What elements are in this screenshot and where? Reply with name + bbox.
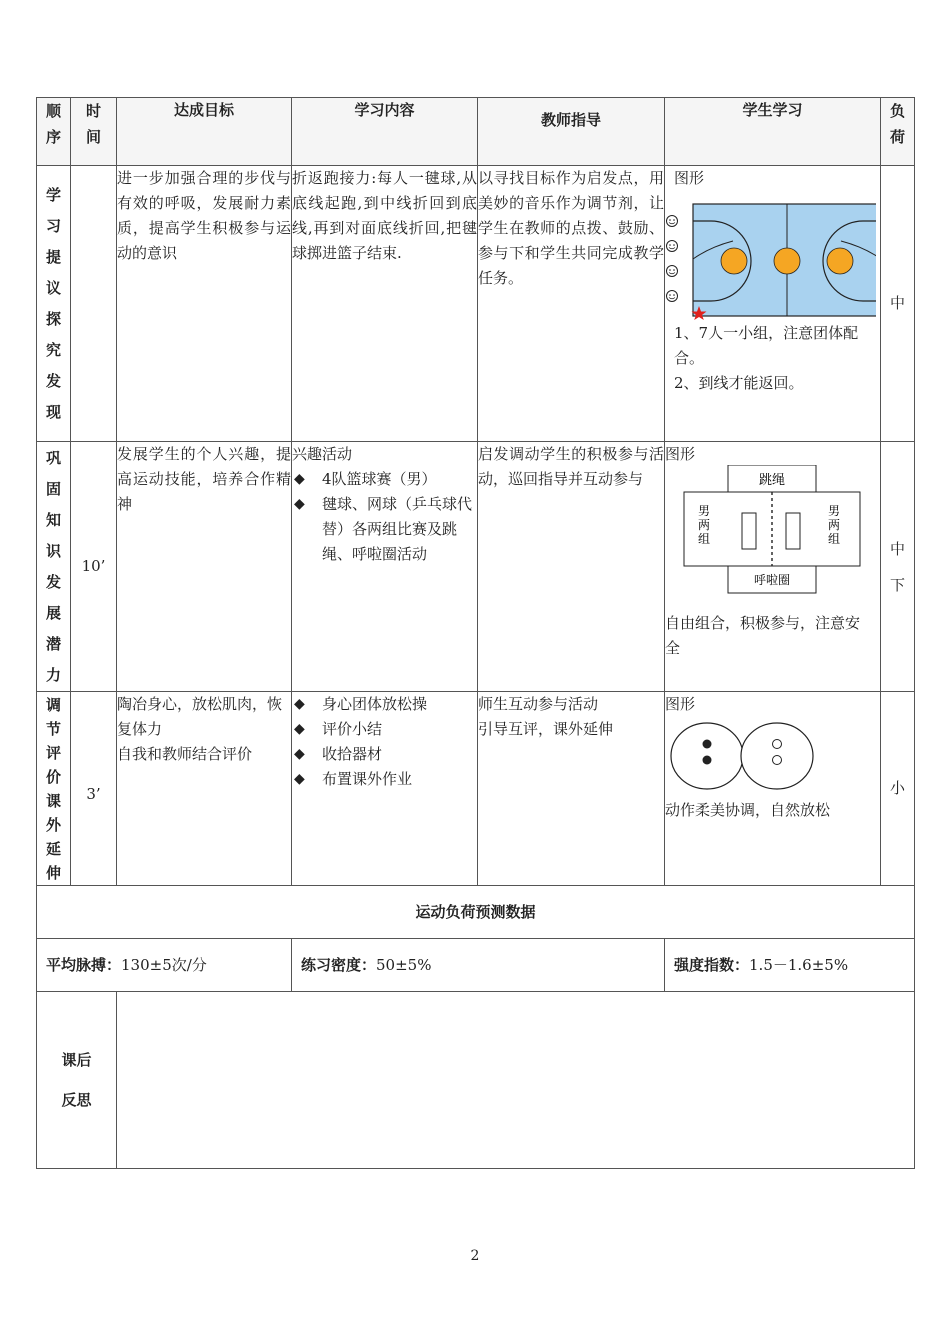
stage-char: 议 xyxy=(45,279,61,297)
svg-text:两: 两 xyxy=(697,518,711,532)
goal-line: 陶冶身心，放松肌肉，恢复体力 xyxy=(117,695,283,738)
list-item: ◆ 4队篮球赛（男） xyxy=(292,467,477,492)
student-note: 动作柔美协调，自然放松 xyxy=(665,801,831,819)
teacher-cell xyxy=(478,692,665,886)
student-cell xyxy=(665,166,881,442)
stage-char: 提 xyxy=(45,248,61,266)
student-note: 自由组合，积极参与，注意安全 xyxy=(665,614,861,657)
intensity-cell xyxy=(665,939,915,992)
content-title: 兴趣活动 xyxy=(292,445,353,463)
stage-char: 究 xyxy=(45,341,61,359)
load-cell: 小 xyxy=(881,692,915,886)
page-number: 2 xyxy=(470,1248,480,1264)
header-content: 学习内容 xyxy=(292,98,478,166)
header-time-1: 时 xyxy=(85,102,101,120)
stage-char: 课 xyxy=(45,792,61,810)
reflection-row xyxy=(37,992,915,1169)
content-cell xyxy=(292,692,478,886)
reflection-label xyxy=(37,992,117,1169)
smiley-icon xyxy=(667,291,678,302)
load-2: 下 xyxy=(889,575,905,594)
content-list xyxy=(292,692,477,792)
list-item: ◆ 身心团体放松操 xyxy=(292,692,477,717)
list-item: ◆ 毽球、网球（乒乓球代替）各两组比赛及跳绳、呼啦圈活动 xyxy=(292,492,477,567)
goal-cell: 进一步加强合理的步伐与有效的呼吸，发展耐力素质，提高学生积极参与运动的意识 xyxy=(117,166,292,442)
table-row xyxy=(37,166,915,442)
stage-char: 现 xyxy=(45,403,61,421)
smiley-icon xyxy=(667,266,678,277)
density-cell xyxy=(292,939,665,992)
figure-label: 图形 xyxy=(674,169,705,187)
forecast-title: 运动负荷预测数据 xyxy=(37,886,915,939)
header-student: 学生学习 xyxy=(665,98,881,166)
student-cell xyxy=(665,692,881,886)
stage-cell xyxy=(37,692,71,886)
stage-char: 评 xyxy=(45,744,61,762)
header-time xyxy=(71,98,117,166)
figure-label: 图形 xyxy=(665,445,696,463)
stage-char: 价 xyxy=(45,768,61,786)
content-cell: 折返跑接力:每人一毽球,从底线起跑,到中线折回到底线,再到对面底线折回,把毽球掷进篮子结束. xyxy=(292,166,478,442)
goal-line: 自我和教师结合评价 xyxy=(117,745,253,763)
intensity-label: 强度指数： xyxy=(674,955,750,974)
stage-char: 发 xyxy=(45,573,61,591)
goal-cell: 发展学生的个人兴趣，提高运动技能，培养合作精神 xyxy=(117,442,292,692)
pulse-label: 平均脉搏： xyxy=(46,955,122,974)
activity-area-diagram xyxy=(670,465,870,605)
figure-label: 图形 xyxy=(665,695,696,713)
header-load xyxy=(881,98,915,166)
student-note: 1、7人一小组，注意团体配合。 xyxy=(674,324,859,367)
stage-cell xyxy=(37,166,71,442)
list-item: ◆ 布置课外作业 xyxy=(292,767,477,792)
teacher-cell: 启发调动学生的积极参与活动，巡回指导并互动参与 xyxy=(478,442,665,692)
stage-char: 发 xyxy=(45,372,61,390)
density-value: 50±5% xyxy=(376,955,432,974)
stage-char: 巩 xyxy=(45,449,61,467)
student-note: 2、到线才能返回。 xyxy=(674,374,804,392)
svg-text:男: 男 xyxy=(827,504,841,518)
density-label: 练习密度： xyxy=(301,955,377,974)
smiley-icon xyxy=(667,241,678,252)
stage-char: 调 xyxy=(45,696,61,714)
student-cell xyxy=(665,442,881,692)
load-cell: 中 xyxy=(881,166,915,442)
basket-target-left xyxy=(721,248,747,274)
smiley-icon xyxy=(667,216,678,227)
stage-char: 力 xyxy=(45,666,61,684)
relaxation-circles-diagram xyxy=(670,720,820,792)
diagram-bottom-label: 呼啦圈 xyxy=(753,573,791,587)
svg-text:组: 组 xyxy=(697,532,711,546)
stage-char: 识 xyxy=(45,542,61,560)
content-cell xyxy=(292,442,478,692)
forecast-values-row xyxy=(37,939,915,992)
reflection-label-2: 反思 xyxy=(61,1091,92,1109)
reflection-text[interactable] xyxy=(117,992,915,1169)
stage-char: 节 xyxy=(45,720,61,738)
basket-target-right xyxy=(827,248,853,274)
diagram-top-label: 跳绳 xyxy=(758,473,786,488)
teacher-line: 引导互评，课外延伸 xyxy=(478,720,614,738)
stage-char: 展 xyxy=(45,604,61,622)
svg-text:两: 两 xyxy=(827,518,841,532)
load-cell xyxy=(881,442,915,692)
svg-text:组: 组 xyxy=(827,532,841,546)
table-row xyxy=(37,692,915,886)
header-order-2: 序 xyxy=(45,128,61,146)
header-order-1: 顺 xyxy=(45,102,61,120)
stage-cell xyxy=(37,442,71,692)
load-1: 中 xyxy=(889,539,905,558)
content-list xyxy=(292,467,477,567)
basketball-court-diagram xyxy=(666,191,876,321)
list-item: ◆ 收拾器材 xyxy=(292,742,477,767)
stage-char: 伸 xyxy=(45,864,61,882)
reflection-label-1: 课后 xyxy=(61,1051,92,1069)
stage-char: 学 xyxy=(45,186,61,204)
header-load-1: 负 xyxy=(889,102,905,120)
stage-char: 延 xyxy=(45,840,61,858)
table-row xyxy=(37,442,915,692)
pulse-cell xyxy=(37,939,292,992)
teacher-line: 师生互动参与活动 xyxy=(478,695,599,713)
time-cell xyxy=(71,166,117,442)
stage-char: 外 xyxy=(45,816,61,834)
lesson-plan-table xyxy=(36,97,915,1169)
svg-text:男: 男 xyxy=(697,504,711,518)
forecast-title-row xyxy=(37,886,915,939)
goal-cell xyxy=(117,692,292,886)
header-order xyxy=(37,98,71,166)
stage-char: 探 xyxy=(45,310,61,328)
header-row xyxy=(37,98,915,166)
stage-char: 固 xyxy=(45,480,61,498)
stage-char: 潜 xyxy=(45,635,61,653)
time-cell: 10’ xyxy=(71,442,117,692)
header-time-2: 间 xyxy=(85,128,101,146)
list-item: ◆ 评价小结 xyxy=(292,717,477,742)
stage-char: 知 xyxy=(45,511,61,529)
header-goal: 达成目标 xyxy=(117,98,292,166)
intensity-value: 1.5－1.6±5% xyxy=(749,955,849,974)
teacher-cell: 以寻找目标作为启发点，用美妙的音乐作为调节剂，让学生在教师的点拨、鼓励、参与下和学生共同完成教学任务。 xyxy=(478,166,665,442)
pulse-value: 130±5次/分 xyxy=(121,955,207,974)
header-load-2: 荷 xyxy=(889,128,905,146)
stage-char: 习 xyxy=(45,217,61,235)
header-teacher: 教师指导 xyxy=(478,98,665,166)
time-cell: 3’ xyxy=(71,692,117,886)
basket-target-center xyxy=(774,248,800,274)
